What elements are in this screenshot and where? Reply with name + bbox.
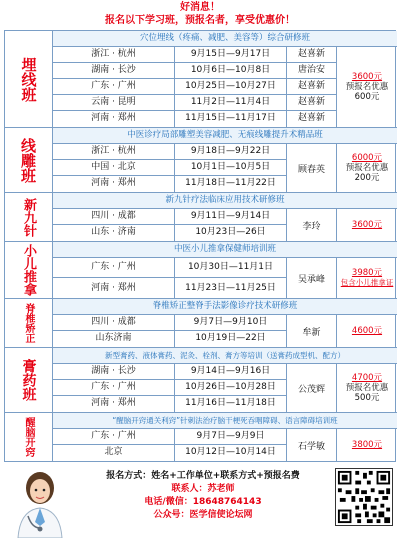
location-cell: 浙江 · 杭州 [53,144,175,159]
course-schedule-table [4,30,396,462]
price-discount: 500元 [354,393,380,403]
price-cell [337,364,397,412]
teacher-cell: 吴承峰 [287,258,337,298]
price-discount: 200元 [354,173,380,183]
price-cell [337,258,397,298]
price-cell [337,209,397,241]
section-spine-correction [5,299,397,348]
section-pediatric-massage [5,242,397,299]
table-row [53,225,287,241]
teacher-cell: 公茂辉 [287,364,337,412]
date-cell: 10月6日—10月8日 [175,63,287,78]
table-row [53,95,287,111]
section-title: 穴位埋线（疼痛、减肥、美容等）综合研修班 [53,31,397,47]
table-row [53,209,287,225]
location-cell: 湖南 · 长沙 [53,63,175,78]
teacher-cell: 牟新 [287,315,337,347]
teacher-cell: 赵喜新 [287,79,337,95]
date-cell: 11月2日—11月4日 [175,95,287,110]
price-main: 6000元 [351,153,383,163]
teacher-cell: 李玲 [287,209,337,241]
location-cell: 河南 · 郑州 [53,176,175,192]
table-row [53,396,287,412]
table-row [53,331,287,347]
section-embedding [5,31,397,128]
side-label: 小儿推拿 [5,242,53,298]
location-cell: 河南 · 郑州 [53,111,175,127]
location-cell: 广东 · 广州 [53,79,175,94]
price-cell [337,429,397,461]
price-note: 包含小儿推拿证 [340,278,394,287]
table-row [53,364,287,380]
table-row [53,176,287,192]
location-cell: 广东 · 广州 [53,258,175,277]
side-label: 膏药班 [5,348,53,412]
date-cell: 9月7日—9月10日 [175,315,287,330]
teacher-cell: 顾春英 [287,144,337,192]
teacher-cell: 石学敏 [287,429,337,461]
side-label: 脊椎矫正 [5,299,53,347]
price-main: 4600元 [351,326,383,336]
location-cell: 四川 · 成都 [53,315,175,330]
table-row [53,380,287,396]
date-cell: 11月15日—11月17日 [175,111,287,127]
table-row [53,63,287,79]
location-cell: 浙江 · 杭州 [53,47,175,62]
signup-method: 报名方式：姓名+工作单位+联系方式+预报名费 [106,471,300,481]
table-row [53,445,287,461]
location-cell: 云南 · 昆明 [53,95,175,110]
date-cell: 9月11日—9月14日 [175,209,287,224]
phone-wechat: 电话/微信：18648764143 [144,497,262,507]
location-cell: 广东 · 广州 [53,380,175,395]
date-cell: 9月15日—9月17日 [175,47,287,62]
table-row [53,278,287,299]
table-row [53,160,287,176]
price-main: 3800元 [351,440,383,450]
price-main: 3980元 [351,268,383,278]
date-cell: 11月18日—11月22日 [175,176,287,192]
date-cell: 11月16日—11月18日 [175,396,287,412]
date-cell: 10月26日—10月28日 [175,380,287,395]
location-cell: 北京 [53,445,175,461]
table-row [53,258,287,278]
doctor-avatar-icon [10,466,70,538]
subheadline: 报名以下学习班，预报名者，享受优惠价！ [105,15,295,26]
announcement-header [0,0,400,32]
price-discount: 600元 [354,92,380,102]
table-row [53,315,287,331]
table-row [53,429,287,445]
location-cell: 湖南 · 长沙 [53,364,175,379]
price-note: 预报名优惠 [345,163,389,173]
qr-code-icon [335,468,393,526]
price-main: 3600元 [351,72,383,82]
date-cell: 9月14日—9月16日 [175,364,287,379]
location-cell: 山东济南 [53,331,175,347]
teacher-cell: 赵喜新 [287,47,337,63]
price-cell [337,47,397,127]
section-brain-awakening [5,413,397,461]
date-cell: 10月30日—11月1日 [175,258,287,277]
section-title: “醒脑开窍通关利窍”针刺法治疗脑干梗死吞咽障碍、语言障碍培训班 [53,413,397,429]
side-label: 醒脑开窍 [5,413,53,461]
date-cell: 10月23日—26日 [175,225,287,241]
teacher-cell: 赵喜新 [287,111,337,127]
location-cell: 广东 · 广州 [53,429,175,444]
price-cell [337,144,397,192]
section-nine-needle [5,193,397,242]
price-main: 4700元 [351,373,383,383]
side-label: 线雕班 [5,128,53,192]
location-cell: 河南 · 郑州 [53,396,175,412]
price-main: 3600元 [351,220,383,230]
headline: 好消息！ [180,2,220,13]
date-cell: 10月19日—22日 [175,331,287,347]
date-cell: 10月12日—10月14日 [175,445,287,461]
date-cell: 11月23日—11月25日 [175,278,287,299]
contact-info [78,470,328,522]
price-cell [337,315,397,347]
date-cell: 9月7日—9月9日 [175,429,287,444]
table-row [53,79,287,95]
section-plaster [5,348,397,413]
date-cell: 9月18日—9月22日 [175,144,287,159]
section-title: 中医诊疗局部雕塑美容减肥、无痕线雕提升术精品班 [53,128,397,144]
contact-person: 联系人：苏老师 [171,484,235,494]
section-title: 中医小儿推拿保健师培训班 [53,242,397,258]
side-label: 埋线班 [5,31,53,127]
table-row [53,144,287,160]
section-thread-lift [5,128,397,193]
side-label: 新九针 [5,193,53,241]
price-note: 预报名优惠 [345,82,389,92]
table-row [53,111,287,127]
price-note: 预报名优惠 [345,383,389,393]
teacher-cell: 赵喜新 [287,95,337,111]
official-account: 公众号：医学信使论坛网 [153,510,253,520]
table-row [53,47,287,63]
date-cell: 10月1日—10月5日 [175,160,287,175]
location-cell: 四川 · 成都 [53,209,175,224]
section-title: 新九针疗法临床应用技术研修班 [53,193,397,209]
section-title: 脊椎矫正整脊手法影像诊疗技术研修班 [53,299,397,315]
location-cell: 河南 · 郑州 [53,278,175,299]
date-cell: 10月25日—10月27日 [175,79,287,94]
teacher-cell: 唐治安 [287,63,337,79]
contact-footer [0,462,400,540]
location-cell: 山东 · 济南 [53,225,175,241]
location-cell: 中国 · 北京 [53,160,175,175]
section-title: 新型膏药、液体膏药、泥灸、栓剂、膏方等培训（送膏药成型机、配方） [53,348,397,364]
